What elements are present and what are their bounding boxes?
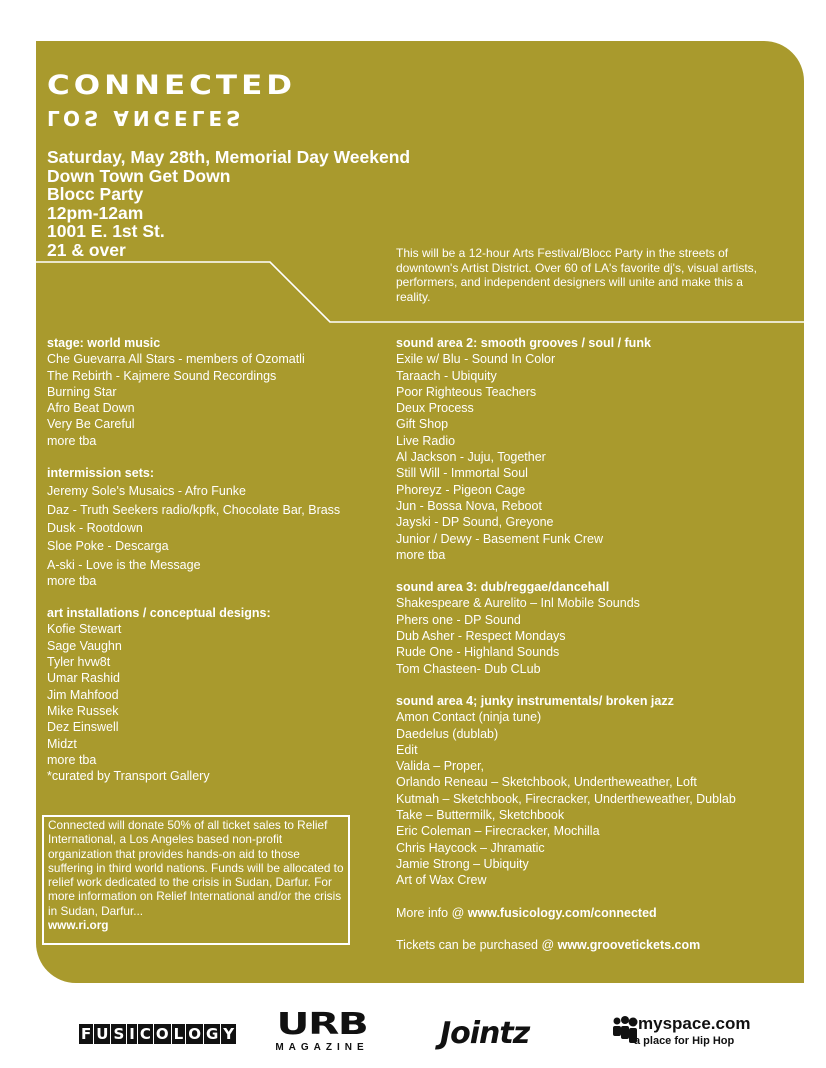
lineup-item: Rude One - Highland Sounds (396, 645, 560, 660)
spacer (396, 921, 796, 937)
urb-logo (266, 1007, 378, 1053)
lineup-item: Daz - Truth Seekers radio/kpfk, Chocolate Bar, Brass (47, 502, 341, 517)
event-name: Down Town Get Down (47, 165, 231, 186)
artist-item: more tba (47, 752, 97, 767)
lineup-item: Orlando Reneau – Sketchbook, Undertheweather, Loft (396, 775, 697, 790)
myspace-wordmark: myspace.com (638, 1014, 751, 1033)
artist-item: Jim Mahfood (47, 687, 119, 702)
logo-letter: I (129, 1025, 135, 1043)
lineup-item: Dub Asher - Respect Mondays (396, 629, 566, 644)
lineup-item: Poor Righteous Teachers (396, 384, 537, 399)
lineup-item: A-ski - Love is the Message (47, 557, 201, 572)
urb-wordmark: URB (276, 1007, 368, 1042)
spacer (396, 677, 796, 693)
spacer (47, 449, 377, 465)
sponsor-logos (0, 1007, 826, 1060)
lineup-item: Exile w/ Blu - Sound In Color (396, 352, 556, 367)
lineup-item: more tba (47, 573, 97, 588)
lineup-item: more tba (396, 547, 446, 562)
connected-logo: CONNECTED (47, 70, 296, 101)
lineup-item: Deux Process (396, 401, 474, 416)
donation-box (42, 815, 350, 945)
lineup-item: Gift Shop (396, 417, 449, 432)
lineup-item: Take – Buttermilk, Sketchbook (396, 808, 565, 823)
lineup-item: Very Be Careful (47, 417, 135, 432)
lineup-item: Chris Haycock – Jhramatic (396, 840, 545, 855)
lineup-item: Phoreyz - Pigeon Cage (396, 482, 526, 497)
lineup-item: Edit (396, 742, 418, 757)
more-info-label: More info @ (396, 905, 468, 920)
curator-note: *curated by Transport Gallery (47, 769, 210, 784)
event-subtitle: Blocc Party (47, 184, 144, 204)
myspace-tagline: a place for Hip Hop (634, 1035, 735, 1047)
event-address: 1001 E. 1st St. (47, 221, 165, 241)
lineup-item: Taraach - Ubiquity (396, 368, 497, 383)
lineup-item: Afro Beat Down (47, 401, 135, 416)
lineup-item: The Rebirth - Kajmere Sound Recordings (47, 368, 277, 383)
artist-item: Sage Vaughn (47, 638, 122, 653)
spacer (396, 889, 796, 905)
lineup-item: Che Guevarra All Stars - members of Ozomatli (47, 352, 305, 367)
lineup-item: more tba (47, 433, 97, 448)
jointz-logo: Jointz (440, 1016, 530, 1051)
event-time: 12pm-12am (47, 202, 144, 223)
section-title: sound area 4; junky instrumentals/ broken jazz (396, 693, 674, 708)
lineup-item: Junior / Dewy - Basement Funk Crew (396, 531, 604, 546)
lineup-item: Shakespeare & Aurelito – Inl Mobile Sounds (396, 596, 640, 611)
event-date: Saturday, May 28th, Memorial Day Weekend (47, 147, 411, 167)
logo-letter: G (205, 1025, 219, 1043)
lineup-item: Tom Chasteen- Dub CLub (396, 661, 541, 676)
lineup-item: Daedelus (dublab) (396, 726, 499, 741)
logo-letter: O (188, 1025, 201, 1043)
logo-letter: S (113, 1025, 125, 1043)
lineup-item: Live Radio (396, 433, 456, 448)
right-column (396, 335, 796, 953)
lineup-item: Dusk - Rootdown (47, 520, 143, 535)
section-title: sound area 3: dub/reggae/dancehall (396, 580, 610, 595)
lineup-item: Eric Coleman – Firecracker, Mochilla (396, 824, 600, 839)
logo-letter: L (173, 1025, 184, 1043)
more-info-link[interactable]: www.fusicology.com/connected (467, 905, 657, 920)
lineup-item: Jayski - DP Sound, Greyone (396, 515, 554, 530)
lineup-item: Jeremy Sole's Musaics - Afro Funke (47, 484, 246, 499)
lineup-item: Sloe Poke - Descarga (47, 539, 169, 554)
spacer (396, 563, 796, 579)
los-angeles-logo: LOS ANGELES (47, 106, 245, 130)
artist-item: Dez Einswell (47, 720, 119, 735)
section-title: stage: world music (47, 336, 161, 350)
lineup-item: Al Jackson - Juju, Together (396, 450, 546, 465)
tickets-label: Tickets can be purchased @ (396, 937, 558, 952)
left-column (47, 335, 377, 784)
artist-item: Tyler hvw8t (47, 655, 111, 670)
logo-letter: C (139, 1025, 151, 1043)
lineup-item: Amon Contact (ninja tune) (396, 710, 542, 725)
fusicology-logo (79, 1024, 237, 1044)
lineup-item: Jamie Strong – Ubiquity (396, 856, 529, 871)
section-title: sound area 2: smooth grooves / soul / funk (396, 336, 651, 350)
logo-letter: O (155, 1025, 169, 1043)
donation-text: Connected will donate 50% of all ticket sales to Relief International, a Los Angeles based non-profit organization that provides hands-on aid to those suffering in third world nations. Funds will be allocated to relief work dedicated to the crisis in Sudan, Darfur. For more information on Relief International and/or the crisis in Sudan, Darfur... (48, 818, 344, 918)
logo-letter: U (96, 1025, 109, 1043)
urb-tagline: MAGAZINE (275, 1042, 369, 1053)
lineup-item: Burning Star (47, 384, 117, 399)
lineup-item: Valida – Proper, (396, 759, 485, 774)
logo-letter: Y (223, 1025, 235, 1043)
logo-letter: F (81, 1025, 92, 1043)
event-age: 21 & over (47, 239, 126, 260)
lineup-item: Still Will - Immortal Soul (396, 466, 528, 481)
intro-text: This will be a 12-hour Arts Festival/Blocc Party in the streets of downtown's Artist District. Over 60 of LA's favorite dj's, visual artists, performers, and independent designers will unite and make this a reality. (396, 246, 757, 304)
tickets-link[interactable]: www.groovetickets.com (557, 937, 701, 952)
donation-link[interactable]: www.ri.org (48, 918, 109, 933)
artist-item: Midzt (47, 736, 77, 751)
section-title: art installations / conceptual designs: (47, 606, 271, 621)
section-title: intermission sets: (47, 466, 154, 481)
artist-item: Umar Rashid (47, 671, 120, 686)
spacer (47, 589, 377, 605)
lineup-item: Kutmah – Sketchbook, Firecracker, Undertheweather, Dublab (396, 791, 736, 806)
artist-item: Kofie Stewart (47, 622, 122, 637)
lineup-item: Art of Wax Crew (396, 873, 487, 888)
tickets-info (396, 937, 796, 953)
more-info (396, 905, 796, 921)
artist-item: Mike Russek (47, 703, 119, 718)
lineup-item: Phers one - DP Sound (396, 612, 521, 627)
lineup-item: Jun - Bossa Nova, Reboot (396, 498, 542, 513)
